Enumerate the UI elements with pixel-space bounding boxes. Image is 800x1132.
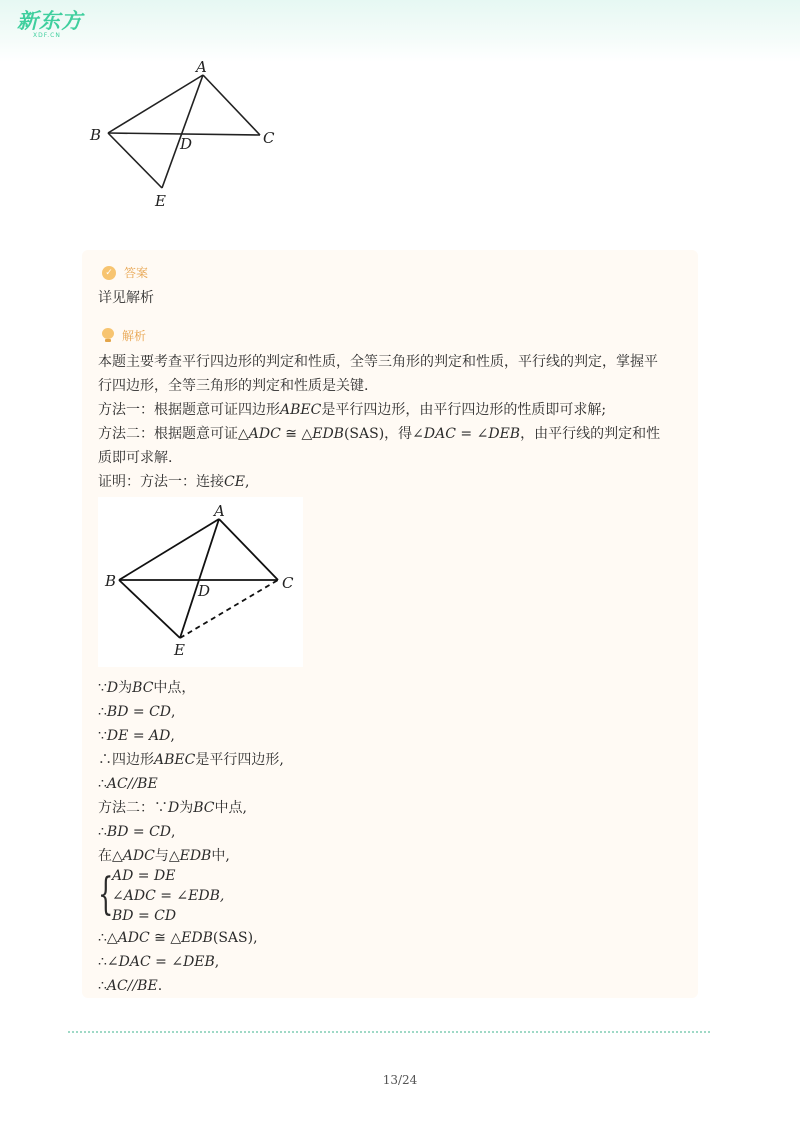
segment-be — [119, 580, 180, 638]
system-brace: { — [98, 869, 114, 920]
proof-line-9 — [98, 928, 258, 948]
point-label-e: E — [155, 192, 166, 210]
math-part: BD = CD — [106, 824, 172, 840]
method1-line — [98, 400, 606, 420]
text-part: . — [157, 978, 163, 994]
math-part: ADC — [117, 930, 150, 946]
proof-line-4 — [98, 750, 284, 770]
analysis-line-1: 本题主要考查平行四边形的判定和性质，全等三角形的判定和性质，平行线的判定，掌握平 — [98, 354, 658, 370]
math-part: D — [168, 800, 180, 816]
text-part: 方法二：∵ — [98, 800, 168, 816]
math-part: ABEC — [154, 752, 196, 768]
lightbulb-icon — [102, 328, 114, 343]
text-part: 中点, — [214, 800, 247, 816]
figure-mid — [98, 497, 303, 667]
analysis-line-2: 行四边形，全等三角形的判定和性质是关键. — [98, 378, 369, 394]
segment-ce-dashed — [180, 580, 278, 638]
point-label-c: C — [263, 129, 275, 147]
method2-line-1 — [98, 424, 660, 444]
point-label-d: D — [180, 135, 193, 153]
math-part: BC — [132, 680, 154, 696]
text-part: , — [244, 474, 250, 490]
segment-ac — [219, 519, 278, 580]
proof-line-2 — [98, 702, 175, 722]
text-part: ∴ — [98, 824, 107, 840]
figure-mid-svg — [98, 497, 303, 667]
system-line-3: BD = CD — [112, 908, 177, 924]
proof-line-5 — [98, 774, 158, 794]
analysis-label: 解析 — [122, 329, 147, 343]
text-part: 中点， — [153, 680, 196, 696]
figure-top — [85, 55, 285, 215]
text-part: 是平行四边形, — [195, 752, 284, 768]
point-label-b: B — [90, 126, 102, 144]
page-number: 13/24 — [382, 1073, 418, 1087]
math-part: D — [106, 680, 119, 696]
math-part: ADC — [248, 426, 281, 442]
check-icon: ✓ — [102, 266, 116, 280]
proof-line-3 — [98, 726, 175, 746]
text-part: 中, — [211, 848, 230, 864]
analysis-header — [102, 327, 146, 344]
point-label-c: C — [282, 574, 294, 592]
footer-divider — [68, 1031, 710, 1033]
text-part: , — [171, 824, 176, 840]
proof-line-8 — [98, 846, 230, 866]
point-label-d: D — [198, 582, 211, 600]
text-part: 是平行四边形，由平行四边形的性质即可求解; — [321, 402, 607, 418]
text-part: , — [214, 954, 220, 970]
text-part: ∴△ — [98, 930, 118, 946]
math-part: BD = CD — [106, 704, 172, 720]
text-part: ，由平行线的判定和性 — [520, 426, 661, 442]
text-part: ∴ — [98, 978, 107, 994]
text-part: = ∠ — [455, 426, 489, 442]
text-part: ∴∠ — [98, 954, 119, 970]
text-part: ∵ — [98, 728, 107, 744]
text-part: 方法一：根据题意可证四边形 — [98, 402, 280, 418]
text-part: 为 — [179, 800, 194, 816]
proof-line-7 — [98, 822, 175, 842]
math-part: DAC — [423, 426, 456, 442]
math-part: EDB — [312, 426, 344, 442]
segment-be — [108, 133, 162, 188]
text-part: ∴四边形 — [98, 752, 154, 768]
answer-label: 答案 — [124, 266, 149, 280]
proof-line-1 — [98, 678, 195, 698]
text-part: ≅ △ — [280, 426, 313, 442]
math-part: DAC — [118, 954, 151, 970]
math-part: ADC — [122, 848, 155, 864]
proof-intro — [98, 472, 249, 492]
logo-main-text: 新东方 — [17, 9, 83, 33]
point-label-a: A — [214, 502, 225, 520]
method2-line-2: 质即可求解. — [98, 450, 173, 466]
math-part: DEB — [488, 426, 521, 442]
point-label-b: B — [105, 572, 117, 590]
text-part: 证明：方法一：连接 — [98, 474, 224, 490]
math-part: EDB — [179, 848, 212, 864]
text-part: 在△ — [98, 848, 123, 864]
segment-ab — [108, 75, 203, 133]
math-part: AC//BE — [106, 978, 158, 994]
segment-ac — [203, 75, 260, 135]
math-part: ABEC — [280, 402, 322, 418]
proof-line-10 — [98, 952, 219, 972]
text-part: ∵ — [98, 680, 107, 696]
text-part: , — [171, 704, 176, 720]
system-line-2: ∠ADC = ∠EDB, — [112, 888, 225, 904]
text-part: , — [170, 728, 175, 744]
header-band — [0, 0, 800, 62]
segment-ae — [180, 519, 219, 638]
text-part: = ∠ — [150, 954, 184, 970]
text-part: (SAS), — [212, 930, 258, 946]
text-part: 方法二：根据题意可证△ — [98, 426, 249, 442]
proof-line-6 — [98, 798, 247, 818]
math-part: BC — [193, 800, 215, 816]
math-part: EDB — [181, 930, 213, 946]
point-label-a: A — [196, 58, 207, 76]
logo — [17, 10, 83, 39]
math-part: DEB — [183, 954, 215, 970]
segment-ab — [119, 519, 219, 580]
math-part: DE = AD — [106, 728, 171, 744]
point-label-e: E — [174, 641, 185, 659]
answer-header — [102, 264, 148, 281]
text-part: ∴ — [98, 776, 107, 792]
math-part: AC//BE — [106, 776, 158, 792]
text-part: ∴ — [98, 704, 107, 720]
text-part: (SAS)，得∠ — [343, 426, 424, 442]
answer-text: 详见解析 — [98, 290, 154, 306]
logo-sub-text: XDF.CN — [33, 32, 61, 39]
text-part: 为 — [118, 680, 133, 696]
system-line-1: AD = DE — [112, 868, 176, 884]
math-part: CE — [224, 474, 245, 490]
segment-ae — [162, 75, 203, 188]
text-part: ≅ △ — [149, 930, 182, 946]
text-part: 与△ — [154, 848, 180, 864]
proof-line-11 — [98, 976, 162, 996]
